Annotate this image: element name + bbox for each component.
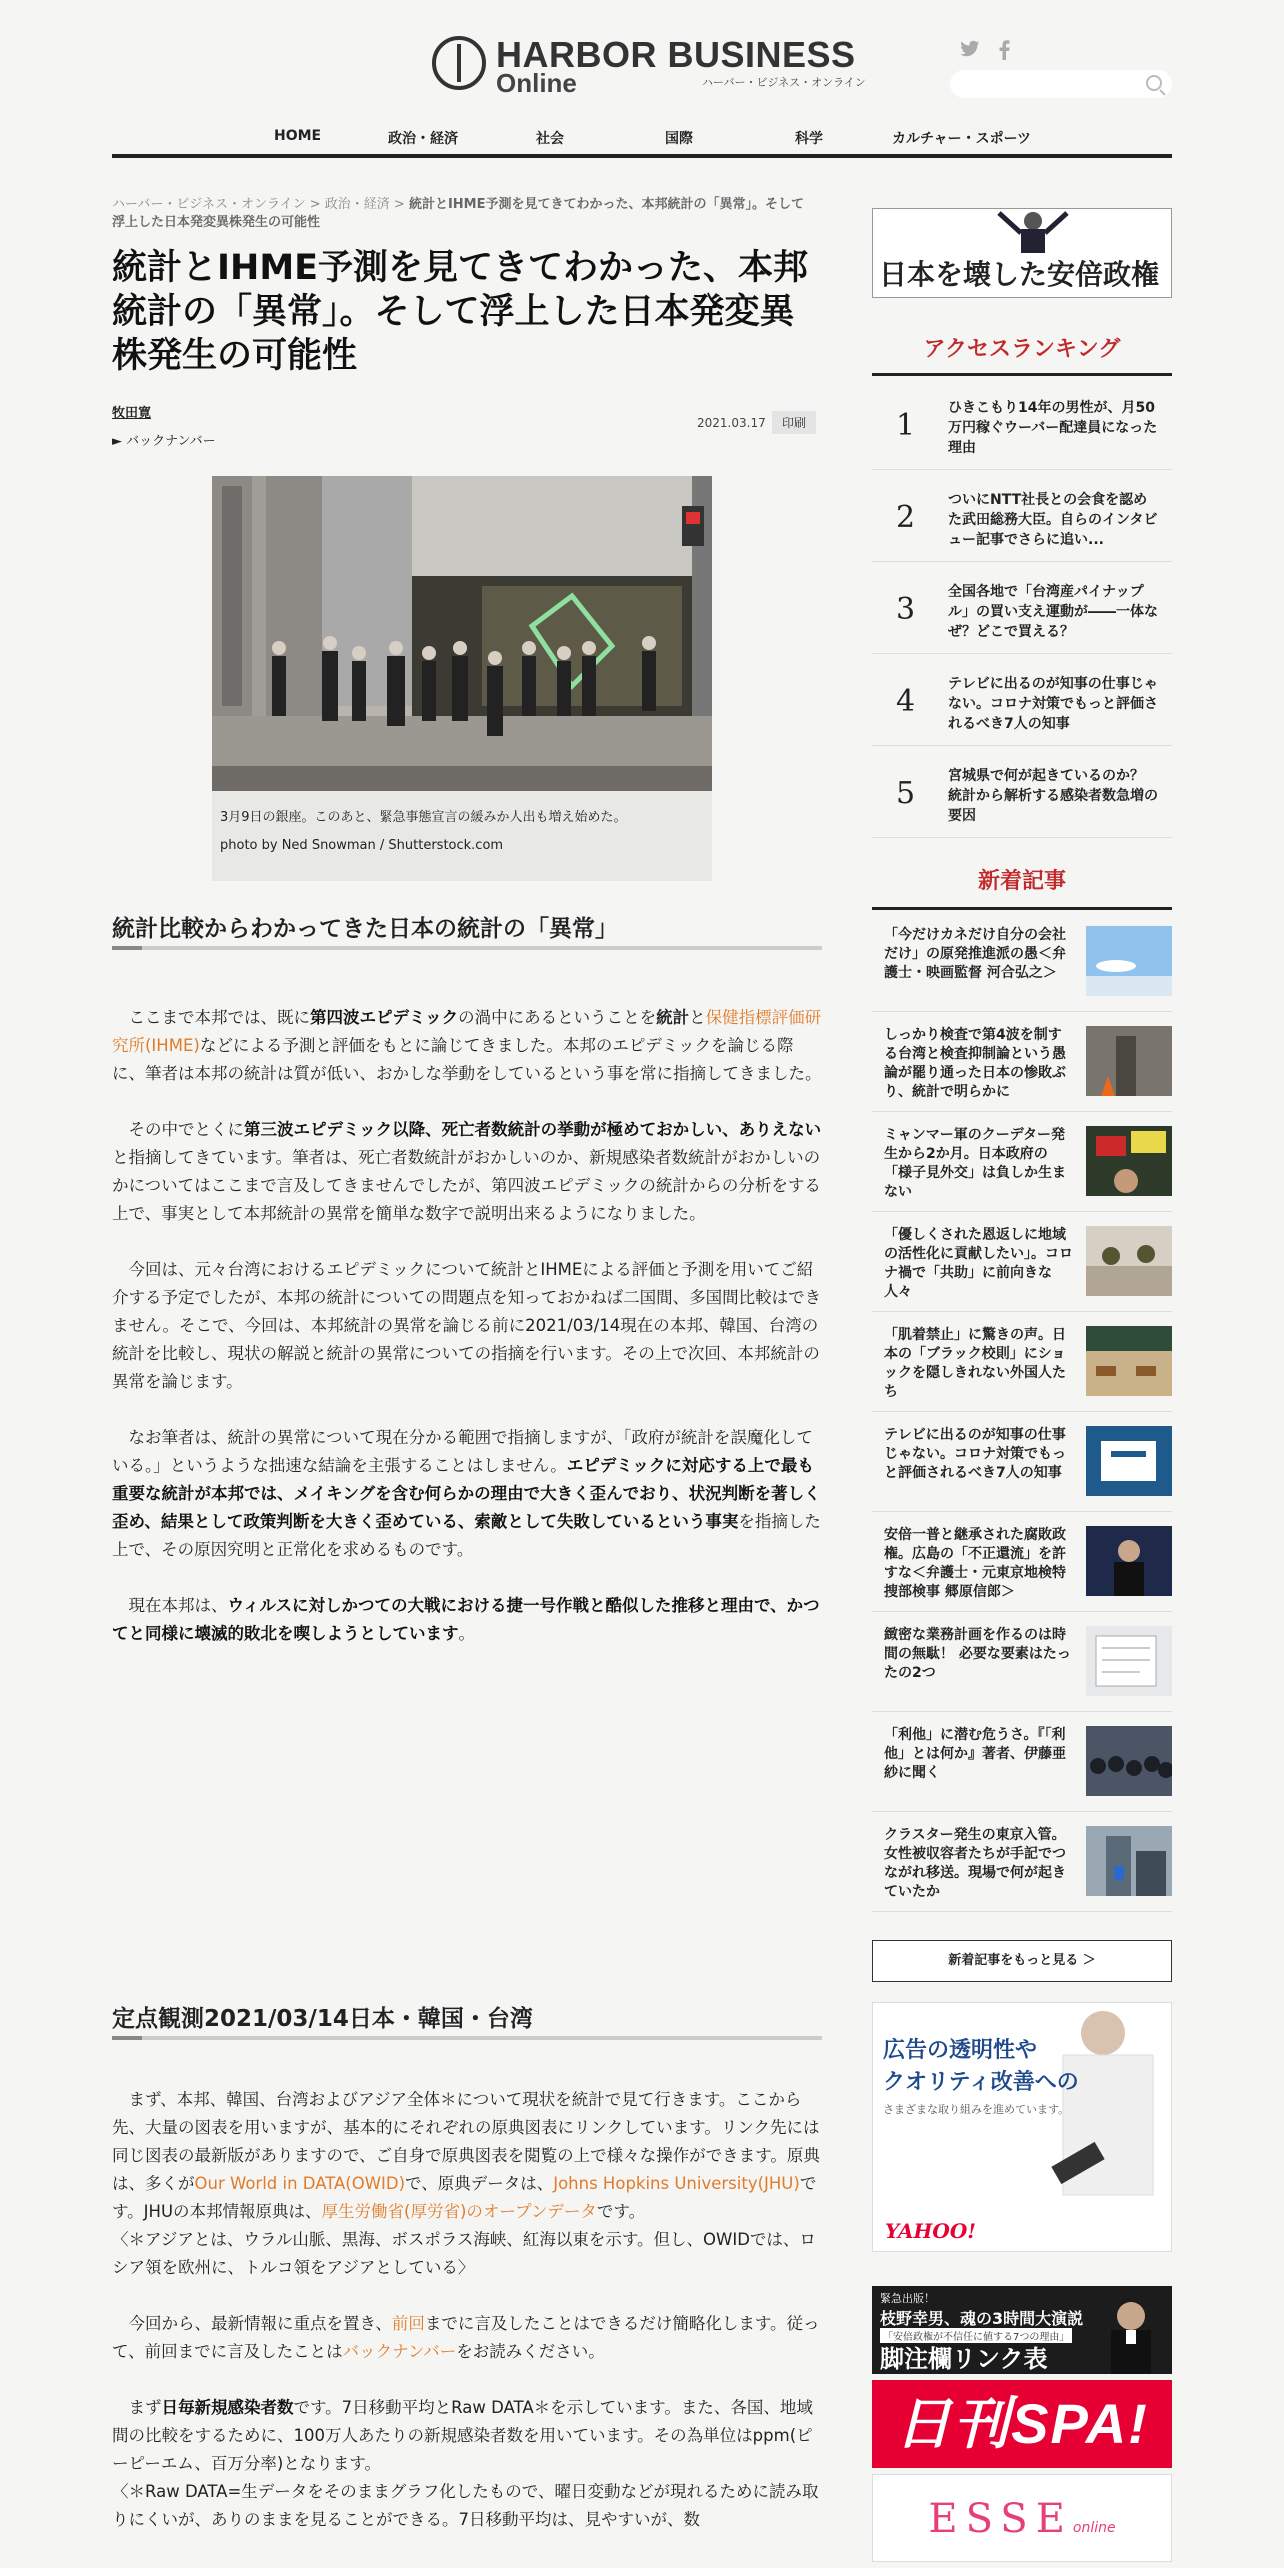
new-article-item[interactable]: 「今だけカネだけ自分の会社だけ」の原発推進派の愚＜弁護士・映画監督 河合弘之＞ [872, 912, 1172, 1012]
main-nav [112, 122, 1172, 158]
social-links [960, 40, 1020, 64]
facebook-icon[interactable] [998, 40, 1010, 60]
article-figure [212, 476, 712, 881]
person-with-phone-icon [1023, 2003, 1172, 2252]
breadcrumb-home[interactable]: ハーバー・ビジネス・オンライン [112, 197, 306, 212]
speaker-icon [1096, 2294, 1166, 2374]
site-logo[interactable] [432, 34, 866, 98]
article [112, 196, 822, 456]
ranking-item[interactable]: 1 ひきこもり14年の男性が、月50万円稼ぐウーバー配達員になった理由 [872, 378, 1172, 470]
search-input[interactable] [950, 70, 1172, 98]
paragraph-2: その中でとくに第三波エピデミック以降、死亡者数統計の挙動が極めておかしい、ありえないと指摘してきています。筆者は、死亡者数統計がおかしいのか、新規感染者数統計がおかしいのかについてはここまで言及してきませんでしたが、第四波エピデミックの統計からの分析をする上で、事実として本邦統計の異常を簡単な数字で説明出来るようになりました。 [112, 1120, 822, 1223]
author-link[interactable]: 牧田寛 [112, 406, 152, 421]
ranking-title: アクセスランキング [872, 332, 1172, 376]
article-thumbnail [1086, 1126, 1172, 1196]
new-article-item[interactable]: 「優しくされた恩返しに地域の活性化に貢献したい」。コロナ禍で「共助」に前向きな人々 [872, 1212, 1172, 1312]
ad-line-1: 広告の透明性や [883, 2038, 1038, 2063]
backnumber-link[interactable]: ► バックナンバー [112, 434, 216, 449]
article-meta [112, 396, 822, 456]
new-article-item[interactable]: 緻密な業務計画を作るのは時間の無駄！ 必要な要素はたったの2つ [872, 1612, 1172, 1712]
nav-international[interactable]: 国際 [665, 131, 693, 147]
link-ihme[interactable]: 保健指標評価研究所(IHME) [112, 1008, 822, 1055]
esse-online-banner[interactable]: ESSEonline [872, 2474, 1172, 2562]
breadcrumb-current: 統計とIHME予測を見てきてわかった、本邦統計の「異常」。そして浮上した日本発変異株発生の可能性 [112, 197, 804, 230]
nav-science[interactable]: 科学 [795, 131, 823, 147]
new-article-item[interactable]: ミャンマー軍のクーデター発生から2か月。日本政府の「様子見外交」は負しか生まない [872, 1112, 1172, 1212]
logo-title: HARBOR BUSINESS [496, 34, 856, 75]
article-thumbnail [1086, 1326, 1172, 1396]
yahoo-logo: YAHOO! [885, 2219, 977, 2243]
publish-date: 2021.03.17 [697, 416, 766, 430]
section-2-title: 定点観測2021/03/14日本・韓国・台湾 [112, 1996, 822, 2040]
more-articles-button[interactable]: 新着記事をもっと見る ＞ [872, 1940, 1172, 1982]
section-1 [112, 906, 822, 1648]
ranking-item[interactable]: 5 宮城県で何が起きているのか？ 統計から解析する感染者数急増の要因 [872, 746, 1172, 838]
banner-text: 日本を壊した安倍政権 [879, 258, 1160, 291]
article-thumbnail [1086, 1526, 1172, 1596]
nav-culture-sports[interactable]: カルチャー・スポーツ [892, 131, 1032, 147]
article-title: 統計とIHME予測を見てきてわかった、本邦統計の「異常」。そして浮上した日本発変異株発生の可能性 [112, 248, 809, 376]
link-statistics[interactable]: 統計 [656, 1008, 690, 1027]
paragraph-7: 〈＊アジアとは、ウラル山脈、黒海、ボスポラス海峡、紅海以東を示す。但し、OWIDでは、ロシア領を欧州に、トルコ領をアジアとしている〉 [112, 2230, 816, 2277]
paragraph-5: 現在本邦は、ウィルスに対しかつての大戦における捷一号作戦と酷似した推移と理由で、かつてと同様に壊滅的敗北を喫しようとしています。 [112, 1596, 820, 1643]
new-articles-title: 新着記事 [872, 864, 1172, 910]
link-backnumber[interactable]: バックナンバー [342, 2342, 457, 2361]
new-article-item[interactable]: テレビに出るのが知事の仕事じゃない。コロナ対策でもっと評価されるべき7人の知事 [872, 1412, 1172, 1512]
article-thumbnail [1086, 926, 1172, 996]
search-icon[interactable] [1146, 75, 1162, 91]
paragraph-8: 今回から、最新情報に重点を置き、前回までに言及したことはできるだけ簡略化します。従って、前回までに言及したことはバックナンバーをお読みください。 [112, 2314, 820, 2361]
abe-banner[interactable] [872, 208, 1172, 298]
person-icon [993, 209, 1073, 253]
ranking-item[interactable]: 3 全国各地で「台湾産パイナップル」の買い支え運動が――一体なぜ？どこで買える？ [872, 562, 1172, 654]
logo-subtitle: ハーバー・ビジネス・オンライン [702, 76, 866, 89]
paragraph-3: 今回は、元々台湾におけるエピデミックについて統計とIHMEによる評価と予測を用いてご紹介する予定でしたが、本邦の統計についての問題点を知っておかねば二国間、多国間比較はできません。そこで、今回は、本邦統計の異常を論じる前に2021/03/14現在の本邦、韓国、台湾の統計を比較し、現状の解説と統計の異常についての指摘を行います。その上で次回、本邦統計の異常を論じます。 [112, 1260, 822, 1391]
article-thumbnail [1086, 1226, 1172, 1296]
link-previous[interactable]: 前回 [391, 2314, 425, 2333]
yahoo-ad-banner[interactable] [872, 2002, 1172, 2252]
new-article-item[interactable]: しっかり検査で第4波を制する台湾と検査抑制論という愚論が罷り通った日本の惨敗ぶり、統計で明らかに [872, 1012, 1172, 1112]
new-article-item[interactable]: 「肌着禁止」に驚きの声。日本の「ブラック校則」にショックを隠しきれない外国人たち [872, 1312, 1172, 1412]
photo-caption: 3月9日の銀座。このあと、緊急事態宣言の緩みか人出も増え始めた。 photo by Ned Snowman / Shutterstock.com [220, 810, 627, 853]
paragraph-9: まず日毎新規感染者数です。7日移動平均とRaw DATA＊を示しています。また、各国、地域間の比較をするために、100万人あたりの新規感染者数を用いています。その為単位はppm(ピーピーエム、百万分率)となります。 [112, 2398, 813, 2473]
twitter-icon[interactable] [960, 40, 980, 58]
ad-line-3: さまざまな取り組みを進めています。 [883, 2103, 1070, 2116]
article-thumbnail [1086, 1826, 1172, 1896]
section-2 [112, 1996, 822, 2534]
logo-mark-icon [432, 36, 486, 90]
link-mhlw-opendata[interactable]: 厚生労働省(厚労省)のオープンデータ [321, 2202, 597, 2221]
nav-politics[interactable]: 政治・経済 [388, 131, 458, 147]
ad-line-2: クオリティ改善への [883, 2070, 1079, 2095]
nav-home[interactable]: HOME [274, 128, 322, 144]
nav-society[interactable]: 社会 [536, 131, 564, 147]
article-photo [212, 476, 712, 791]
logo-online: Online [496, 68, 577, 98]
breadcrumb: ハーバー・ビジネス・オンライン > 政治・経済 > 統計とIHME予測を見てきてわかった、本邦統計の「異常」。そして浮上した日本発変異株発生の可能性 [112, 197, 804, 230]
link-jhu[interactable]: Johns Hopkins University(JHU) [553, 2174, 800, 2193]
paragraph-4: なお筆者は、統計の異常について現在分かる範囲で指摘しますが、「政府が統計を誤魔化している。」というような拙速な結論を主張することはしません。エピデミックに対応する上で最も重要な統計が本邦では、メイキングを含む何らかの理由で大きく歪んでおり、状況判断を著しく歪め、結果として政策判断を大きく歪めている、索敵として失敗しているという事実を指摘した上で、その原因究明と正常化を求めるものです。 [112, 1428, 821, 1559]
article-thumbnail [1086, 1726, 1172, 1796]
print-button[interactable]: 印刷 [772, 411, 816, 434]
paragraph-6: まず、本邦、韓国、台湾およびアジア全体＊について現状を統計で見て行きます。ここから先、大量の図表を用いますが、基本的にそれぞれの原典図表にリンクしています。リンク先には同じ図表の最新版がありますので、ご自身で原典図表を閲覧の上で様々な操作ができます。原典は、多くがOur World in DATA(OWID)で、原典データは、Johns Hopkins University(JHU)です。JHUの本邦情報原典は、厚生労働省(厚労省)のオープンデータです。 [112, 2090, 820, 2221]
new-article-item[interactable]: 安倍一普と継承された腐敗政権。広島の「不正還流」を許すな＜弁護士・元東京地検特捜部検事 郷原信郎＞ [872, 1512, 1172, 1612]
article-thumbnail [1086, 1426, 1172, 1496]
new-article-item[interactable]: 「利他」に潜む危うさ。『「利他」とは何か』著者、伊藤亜紗に聞く [872, 1712, 1172, 1812]
article-thumbnail [1086, 1026, 1172, 1096]
paragraph-10: 〈＊Raw DATA=生データをそのままグラフ化したもので、曜日変動などが現れるために読み取りにくいが、ありのままを見ることができる。7日移動平均は、見やすいが、数 [112, 2482, 819, 2529]
section-1-title: 統計比較からわかってきた日本の統計の「異常」 [112, 906, 822, 950]
new-article-item[interactable]: クラスター発生の東京入管。女性被収容者たちが手記でつながれ移送。現場で何が起きていたか [872, 1812, 1172, 1912]
nikkan-spa-banner[interactable]: 日刊SPA! [872, 2380, 1172, 2468]
article-thumbnail [1086, 1626, 1172, 1696]
site-header [0, 0, 1284, 160]
link-owid[interactable]: Our World in DATA(OWID) [194, 2174, 406, 2193]
ranking-item[interactable]: 4 テレビに出るのが知事の仕事じゃない。コロナ対策でもっと評価されるべき7人の知事 [872, 654, 1172, 746]
ranking-item[interactable]: 2 ついにNTT社長との会食を認めた武田総務大臣。自らのインタビュー記事でさらに追い... [872, 470, 1172, 562]
paragraph-1: ここまで本邦では、既に第四波エピデミックの渦中にあるということを統計と保健指標評価研究所(IHME)などによる予測と評価をもとに論じてきました。本邦のエピデミックを論じる際に、筆者は本邦の統計は質が低い、おかしな挙動をしているという事を常に指摘してきました。 [112, 1008, 822, 1083]
breadcrumb-politics[interactable]: 政治・経済 [324, 197, 390, 212]
edano-banner[interactable]: 緊急出版！ 枝野幸男、魂の3時間大演説 「安倍政権が不信任に値する7つの理由」 脚注欄リンク表 [872, 2286, 1172, 2374]
